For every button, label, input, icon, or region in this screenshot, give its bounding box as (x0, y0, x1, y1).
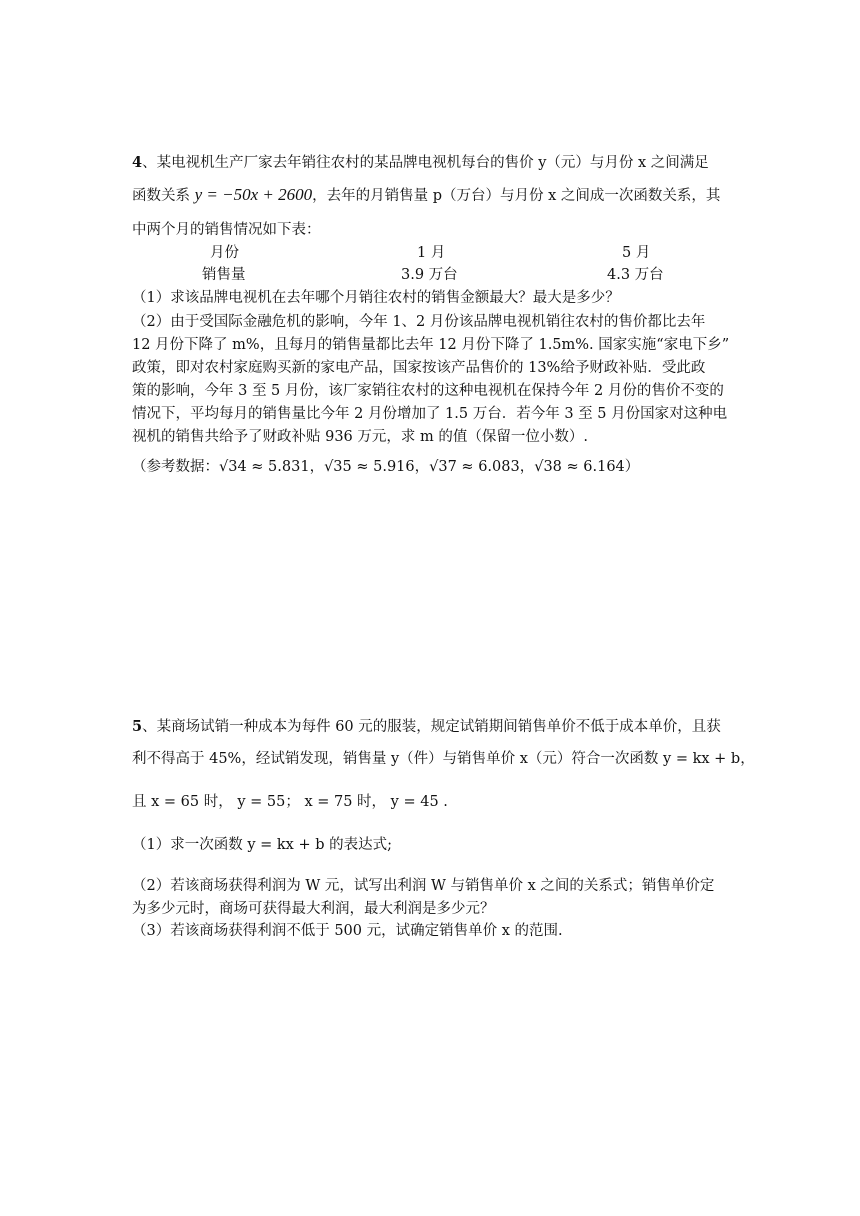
q5-stem-line-1: 、某商场试销一种成本为每件 60 元的服装，规定试销期间销售单价不低于成本单价，且获 (142, 719, 721, 735)
q5-part-1: （1）求一次函数 y = kx + b 的表达式; (132, 837, 393, 853)
q4-line-1 (132, 154, 709, 172)
q4-part-1: （1）求该品牌电视机在去年哪个月销往农村的销售金额最大？最大是多少？ (132, 290, 620, 306)
q4-stem-line-1: 、某电视机生产厂家去年销往农村的某品牌电视机每台的售价 y（元）与月份 x 之间满足 (142, 155, 709, 171)
table-header-month: 月份 (210, 245, 239, 261)
q4-price-formula: y = −50x + 2600 (194, 185, 313, 204)
q4-stem-line-2b: ，去年的月销售量 p（万台）与月份 x 之间成一次函数关系，其 (312, 188, 721, 204)
table-row-label: 销售量 (202, 267, 246, 283)
q4-line-2 (132, 186, 720, 205)
q4-stem-line-2a: 函数关系 (132, 188, 195, 204)
q5-line-3: 且 x = 65 时， y = 55； x = 75 时， y = 45 . (132, 794, 448, 810)
q4-part-2-line-6: 视机的销售共给予了财政补贴 936 万元，求 m 的值（保留一位小数）. (132, 429, 588, 445)
q4-number: 4 (132, 154, 143, 171)
table-header-jan: 1 月 (417, 245, 446, 261)
q4-part-2-line-3: 政策，即对农村家庭购买新的家电产品，国家按该产品售价的 13%给予财政补贴．受此政 (132, 360, 706, 376)
table-cell-jan-sales: 3.9 万台 (401, 267, 458, 283)
q4-part-2-line-5: 情况下，平均每月的销售量比今年 2 月份增加了 1.5 万台．若今年 3 至 5 月份国家对这种电 (132, 406, 728, 422)
q5-number: 5 (132, 718, 143, 735)
q4-part-2-line-4: 策的影响，今年 3 至 5 月份，该厂家销往农村的这种电视机在保持今年 2 月份的售价不变的 (132, 383, 724, 399)
q4-line-3: 中两个月的销售情况如下表： (132, 222, 321, 238)
q4-part-2-line-2: 12 月份下降了 m%，且每月的销售量都比去年 12 月份下降了 1.5m%. 国家实施“家电下乡” (132, 337, 730, 353)
table-header-may: 5 月 (622, 245, 651, 261)
q5-part-3: （3）若该商场获得利润不低于 500 元，试确定销售单价 x 的范围. (132, 923, 563, 939)
table-cell-may-sales: 4.3 万台 (607, 267, 664, 283)
q4-part-2-line-1: （2）由于受国际金融危机的影响，今年 1、2 月份该品牌电视机销往农村的售价都比去年 (132, 314, 706, 330)
q4-reference-data: （参考数据：√34 ≈ 5.831，√35 ≈ 5.916，√37 ≈ 6.083，√38 ≈ 6.164） (132, 459, 640, 475)
q5-line-1 (132, 718, 721, 736)
q5-part-2-line-1: （2）若该商场获得利润为 W 元，试写出利润 W 与销售单价 x 之间的关系式；销售单价定 (132, 878, 715, 894)
q5-part-2-line-2: 为多少元时，商场可获得最大利润，最大利润是多少元？ (132, 901, 495, 917)
q5-line-2: 利不得高于 45%，经试销发现，销售量 y（件）与销售单价 x（元）符合一次函数 y = kx + b， (132, 751, 755, 767)
